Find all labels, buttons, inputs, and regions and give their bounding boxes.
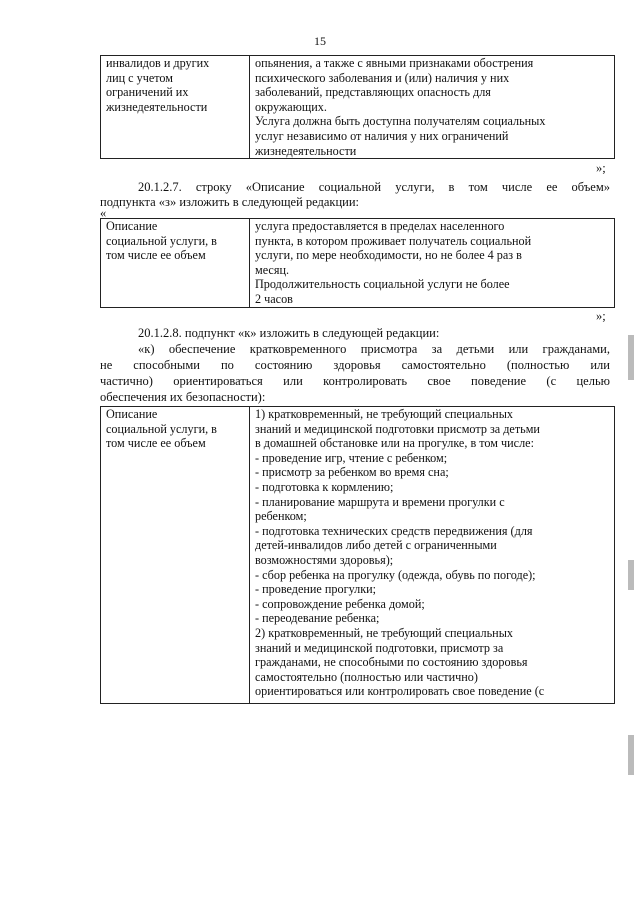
cell-line: в домашней обстановке или на прогулке, в том числе: [255, 436, 534, 451]
cell-line: ребенком; [255, 509, 307, 524]
page-number: 15 [314, 34, 326, 48]
cell-line: 1) кратковременный, не требующий специальных [255, 407, 513, 421]
cell-line: пункта, в котором проживает получатель социальной [255, 233, 532, 248]
table-cell-label [101, 219, 250, 308]
paragraph-line: 20.1.2.7. строку «Описание социальной услуги, в том числе ее объем» [138, 180, 610, 194]
cell-line: - подготовка технических средств передвижения (для [255, 523, 533, 538]
cell-line: - подготовка к кормлению; [255, 479, 394, 494]
cell-line: - проведение прогулки; [255, 582, 377, 597]
cell-line: - проведение игр, чтение с ребенком; [255, 450, 448, 465]
cell-line: детей-инвалидов либо детей с ограниченными [255, 538, 497, 553]
cell-line: услуга предоставляется в пределах населенного [255, 219, 505, 233]
cell-line: возможностями здоровья); [255, 552, 394, 567]
cell-line: опьянения, а также с явными признаками обострения [255, 56, 534, 70]
cell-line: - сбор ребенка на прогулку (одежда, обувь по погоде); [255, 567, 536, 582]
cell-line: жизнедеятельности [106, 99, 208, 114]
cell-line: социальной услуги, в [106, 233, 217, 248]
paragraph-line: частично) ориентироваться или контролировать свое поведение (с целью [100, 374, 610, 388]
paragraph-line: обеспечения их безопасности): [100, 390, 266, 404]
cell-line: самостоятельно (полностью или частично) [255, 669, 478, 684]
paragraph-line: «к) обеспечение кратковременного присмотра за детьми или гражданами, [138, 342, 610, 356]
table-service-description [100, 218, 615, 308]
scan-edge-mark [628, 335, 634, 380]
cell-line: ориентироваться или контролировать свое поведение (с [255, 684, 545, 699]
cell-line: заболеваний, представляющих опасность для [255, 85, 491, 100]
cell-line: - сопровождение ребенка домой; [255, 596, 425, 611]
cell-line: жизнедеятельности [255, 143, 357, 158]
cell-line: знаний и медицинской подготовки присмотр за детьми [255, 421, 540, 436]
cell-line: - переодевание ребенка; [255, 611, 380, 626]
cell-line: Продолжительность социальной услуги не более [255, 277, 510, 292]
cell-line: Описание [106, 219, 158, 233]
cell-line: Описание [106, 407, 158, 421]
closing-quote: »; [596, 161, 606, 175]
table-cell-description [250, 56, 615, 159]
paragraph-line: подпункта «з» изложить в следующей редакции: [100, 195, 360, 209]
paragraph-line: 20.1.2.8. подпункт «к» изложить в следующей редакции: [138, 326, 440, 340]
table-supervision-description [100, 406, 615, 704]
paragraph-line: не способными по состоянию здоровья самостоятельно (полностью или [100, 358, 610, 372]
cell-line: том числе ее объем [106, 248, 206, 263]
table-cell-label [101, 407, 250, 704]
opening-quote: « [100, 206, 107, 220]
table-cell-description [250, 407, 615, 704]
cell-line: том числе ее объем [106, 436, 206, 451]
cell-line: месяц. [255, 262, 290, 277]
cell-line: услуг независимо от наличия у них ограничений [255, 128, 509, 143]
scan-edge-mark [628, 560, 634, 590]
table-cell-description [250, 219, 615, 308]
cell-line: инвалидов и других [106, 56, 210, 70]
table-cell-label [101, 56, 250, 159]
cell-line: окружающих. [255, 99, 327, 114]
cell-line: лиц с учетом [106, 70, 174, 85]
cell-line: социальной услуги, в [106, 421, 217, 436]
cell-line: - планирование маршрута и времени прогулки с [255, 494, 505, 509]
cell-line: услуги, по мере необходимости, но не более 4 раз в [255, 248, 522, 263]
cell-line: 2 часов [255, 291, 293, 306]
table-continuation [100, 55, 615, 159]
cell-line: 2) кратковременный, не требующий специальных [255, 625, 513, 640]
cell-line: Услуга должна быть доступна получателям социальных [255, 114, 546, 129]
cell-line: ограничений их [106, 85, 189, 100]
scan-edge-mark [628, 735, 634, 775]
cell-line: знаний и медицинской подготовки, присмотр за [255, 640, 504, 655]
cell-line: психического заболевания и (или) наличия у них [255, 70, 510, 85]
cell-line: гражданами, не способными по состоянию здоровья [255, 655, 528, 670]
closing-quote: »; [596, 309, 606, 323]
cell-line: - присмотр за ребенком во время сна; [255, 465, 449, 480]
